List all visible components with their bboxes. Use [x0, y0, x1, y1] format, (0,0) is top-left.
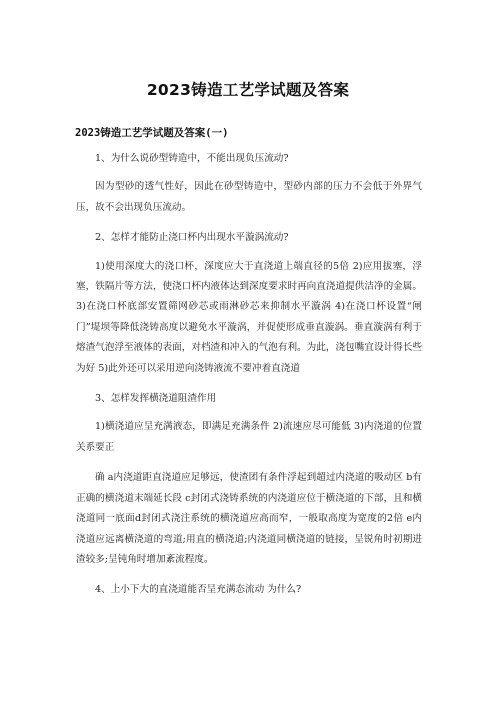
- section-heading: 2023铸造工艺学试题及答案(一): [75, 127, 229, 139]
- answer-paragraph: 1)横浇道应呈充满液态，即满足充满条件 2)流速应尽可能低 3)内浇道的位置关系要正: [76, 421, 422, 453]
- question-paragraph: 3、怎样发挥横浇道阻渣作用: [95, 393, 217, 405]
- answer-paragraph: 因为型砂的透气性好，因此在砂型铸造中，型砂内部的压力不会低于外界气压，故不会出现负压流动。: [76, 181, 422, 213]
- document-body: [76, 149, 422, 609]
- document-title: 2023铸造工艺学试题及答案: [146, 81, 350, 99]
- question-paragraph: 1、为什么说砂型铸造中，不能出现负压流动?: [95, 153, 289, 164]
- question-paragraph: 4、上小下大的直浇道能否呈充满态流动 为什么?: [95, 584, 302, 596]
- answer-paragraph: 确 a内浇道距直浇道应足够远，使渣团有条件浮起到超过内浇道的吸动区 b有正确的横浇道末端延长段 c封闭式浇铸系统的内浇道应位于横浇道的下部，且和横浇道同一底面d封闭式浇注系统的横浇道应高而窄，一般取高度为宽度的2倍 e内浇道应远离横浇道的弯道;用直的横浇道;内浇道同横浇道的链接，呈锐角时初期进渣较多;呈钝角时增加紊流程度。: [76, 472, 422, 565]
- answer-paragraph: 1)使用深度大的浇口杯，深度应大于直浇道上端直径的5倍 2)应用拔塞，浮塞，铁隔片等方法，使浇口杯内液体达到深度要求时再向直浇道提供洁净的金属。3)在浇口杯底部安置筛网砂芯或雨淋砂芯来抑制水平漩涡 4)在浇口杯设置“闸门”堤坝等降低浇铸高度以避免水平漩涡，并促使形成垂直漩涡。垂直漩涡有利于熔渣气泡浮至液体的表面，对档渣和冲入的气泡有利。为此，浇包嘴宜设计得长些为好 5)此外还可以采用逆向浇铸液流不要冲着直浇道: [76, 260, 422, 374]
- question-paragraph: 2、怎样才能防止浇口杯内出现水平漩涡流动?: [95, 232, 289, 244]
